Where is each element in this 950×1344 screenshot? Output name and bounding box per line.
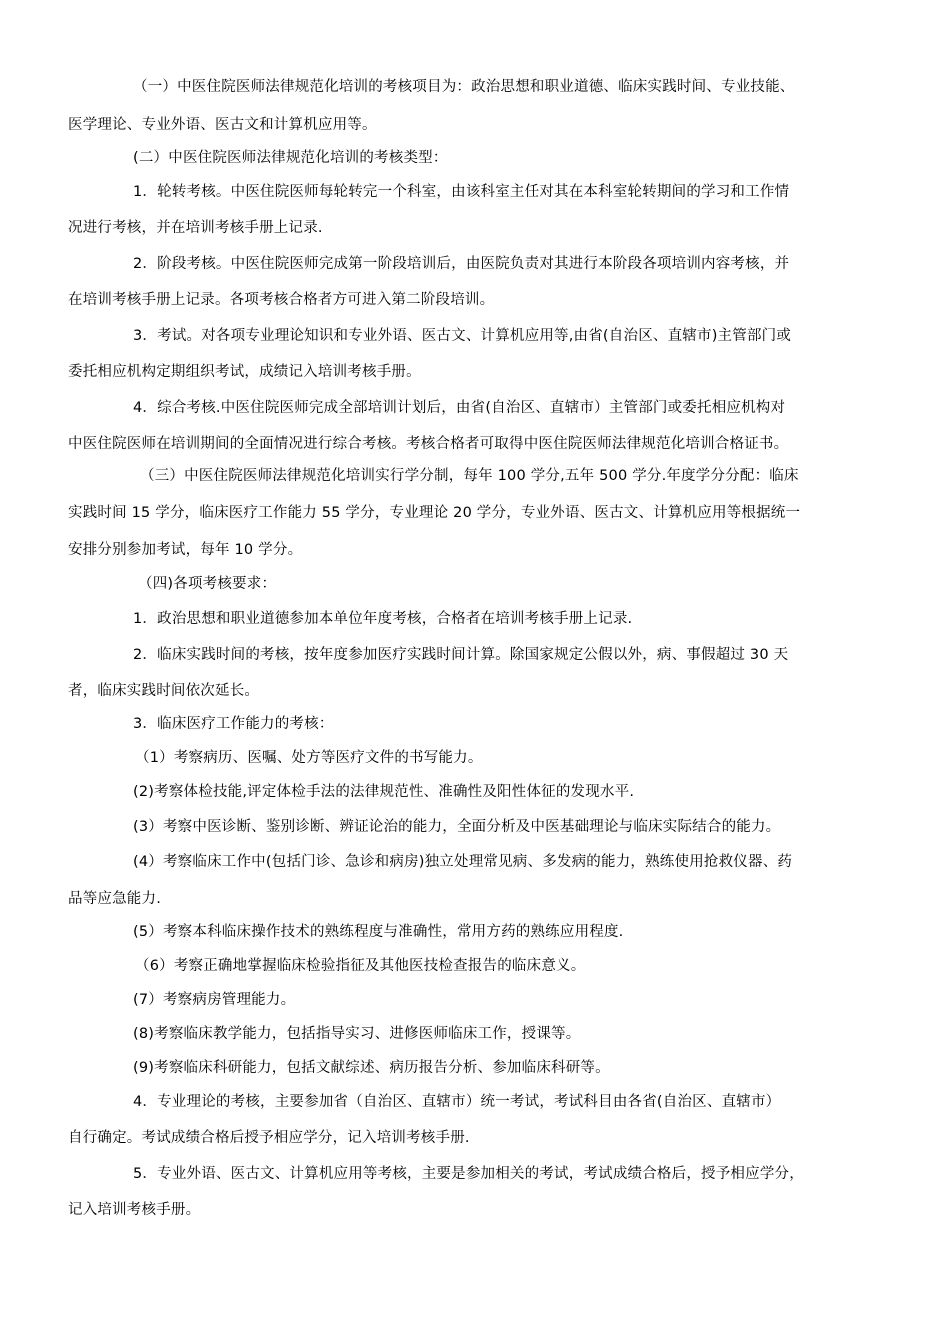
text-line: 3．考试。对各项专业理论知识和专业外语、医古文、计算机应用等,由省(自治区、直辖市)主管部门或 [133,328,792,344]
text-line: 1．政治思想和职业道德参加本单位年度考核，合格者在培训考核手册上记录. [133,611,633,627]
text-line: (9)考察临床科研能力，包括文献综述、病历报告分析、参加临床科研等。 [133,1060,610,1076]
text-line: 1．轮转考核。中医住院医师每轮转完一个科室，由该科室主任对其在本科室轮转期间的学习和工作情 [133,184,790,200]
text-line: 委托相应机构定期组织考试，成绩记入培训考核手册。 [68,364,421,380]
text-line: 中医住院医师在培训期间的全面情况进行综合考核。考核合格者可取得中医住院医师法律规范化培训合格证书。 [68,436,789,452]
text-line: (7）考察病房管理能力。 [133,992,296,1008]
text-line: 4．专业理论的考核，主要参加省（自治区、直辖市）统一考试，考试科目由各省(自治区、直辖市） [133,1094,781,1110]
text-line: 2．阶段考核。中医住院医师完成第一阶段培训后，由医院负责对其进行本阶段各项培训内容考核，并 [133,256,790,272]
text-line: (3）考察中医诊断、鉴别诊断、辨证论治的能力，全面分析及中医基础理论与临床实际结合的能力。 [133,819,781,835]
text-line: 4．综合考核.中医住院医师完成全部培训计划后，由省(自治区、直辖市）主管部门或委托相应机构对 [133,400,786,416]
text-line: (二）中医住院医师法律规范化培训的考核类型： [133,150,448,166]
text-line: (4）考察临床工作中(包括门诊、急诊和病房)独立处理常见病、多发病的能力，熟练使用抢救仪器、药 [133,854,793,870]
text-line: （四)各项考核要求： [138,576,277,592]
text-line: （6）考察正确地掌握临床检验指征及其他医技检查报告的临床意义。 [135,958,586,974]
text-line: （一）中医住院医师法律规范化培训的考核项目为：政治思想和职业道德、临床实践时间、专业技能、 [133,79,795,95]
text-line: 者，临床实践时间依次延长。 [68,683,260,699]
text-line: 安排分别参加考试，每年 10 学分。 [68,542,303,558]
text-line: 在培训考核手册上记录。各项考核合格者方可进入第二阶段培训。 [68,292,495,308]
text-line: (8)考察临床教学能力，包括指导实习、进修医师临床工作，授课等。 [133,1026,581,1042]
text-line: (2)考察体检技能,评定体检手法的法律规范性、准确性及阳性体征的发现水平. [133,784,635,800]
text-line: 5．专业外语、医古文、计算机应用等考核，主要是参加相关的考试，考试成绩合格后，授予相应学分， [133,1166,804,1182]
text-line: 2．临床实践时间的考核，按年度参加医疗实践时间计算。除国家规定公假以外，病、事假超过 30 天 [133,647,789,663]
text-line: 况进行考核，并在培训考核手册上记录. [68,220,323,236]
text-line: (5）考察本科临床操作技术的熟练程度与准确性，常用方药的熟练应用程度. [133,924,624,940]
text-line: （1）考察病历、医嘱、处方等医疗文件的书写能力。 [135,750,483,766]
text-line: 医学理论、专业外语、医古文和计算机应用等。 [68,117,377,133]
text-line: 记入培训考核手册。 [68,1202,201,1218]
text-line: 自行确定。考试成绩合格后授予相应学分，记入培训考核手册. [68,1130,470,1146]
text-line: 实践时间 15 学分，临床医疗工作能力 55 学分，专业理论 20 学分，专业外语、医古文、计算机应用等根据统一 [68,505,801,521]
text-line: 3．临床医疗工作能力的考核： [133,716,334,732]
text-line: （三）中医住院医师法律规范化培训实行学分制，每年 100 学分,五年 500 学分.年度学分分配：临床 [140,468,799,484]
text-line: 品等应急能力. [68,891,162,907]
